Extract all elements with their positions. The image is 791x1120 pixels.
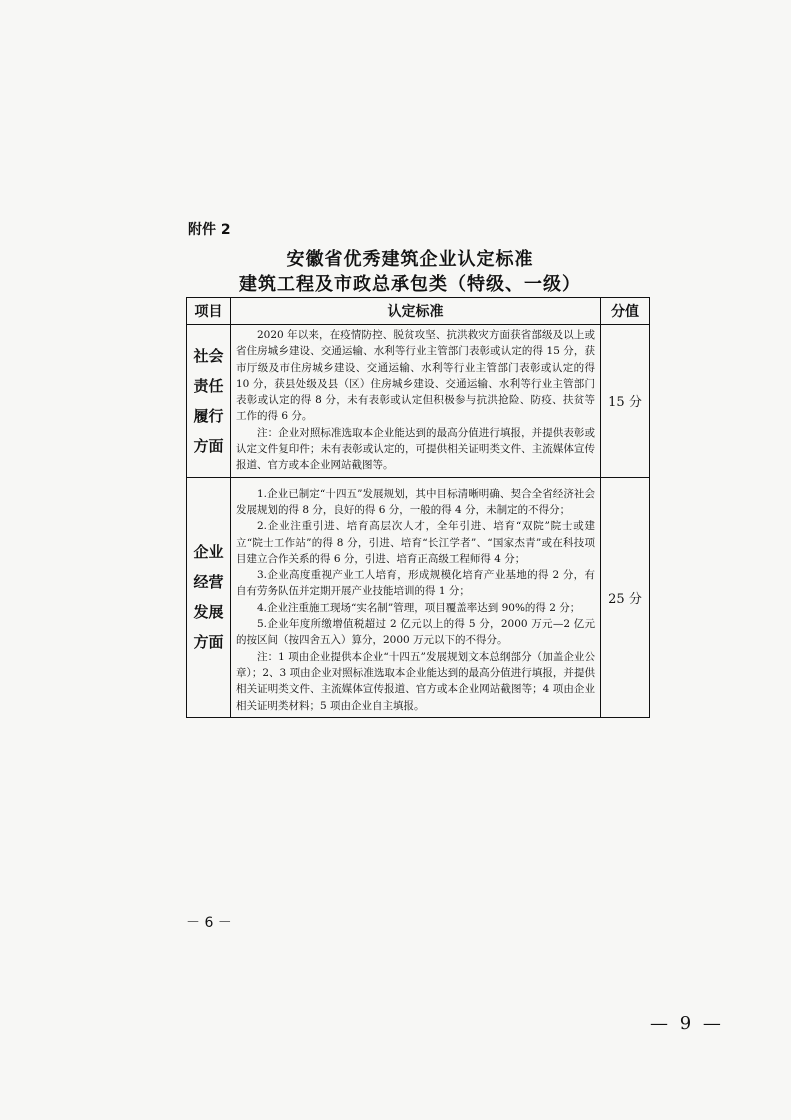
item-char: 责任 [193,376,224,395]
table-header-row [187,298,650,325]
item-char: 方面 [193,436,224,455]
row-criteria [231,325,601,478]
item-char: 企业 [193,543,224,562]
row-item-label [187,477,231,717]
criteria-note: 注：企业对照标准选取本企业能达到的最高分值进行填报，并提供表彰或认定文件复印件；未有表彰或认定的，可提供相关证明类文件、主流媒体宣传报道、官方或本企业网站截图等。 [236,426,595,472]
item-char: 履行 [193,406,224,425]
criteria-table [186,297,650,718]
document-title: 安徽省优秀建筑企业认定标准 [286,249,534,270]
header-criteria: 认定标准 [231,298,601,325]
header-score: 分值 [601,298,650,325]
row-score: 15 分 [601,325,650,478]
item-char: 方面 [193,633,224,652]
table-row [187,325,650,478]
item-char: 社会 [193,346,224,365]
criteria-paragraph: 1.企业已制定“十四五”发展规划，其中目标清晰明确、契合全省经济社会发展规划的得 8 分，良好的得 6 分，一般的得 4 分，未制定的不得分； [236,487,595,516]
item-char: 经营 [193,573,224,592]
criteria-paragraph: 2020 年以来，在疫情防控、脱贫攻坚、抗洪救灾方面获省部级及以上或省住房城乡建设、交通运输、水利等行业主管部门表彰或认定的得 15 分，获市厅级及市住房城乡建设、交通运输、水利等行业主管部门表彰或认定的得 10 分，获县处级及县（区）住房城乡建设、交通运输、水利等行业主管部门表彰或认定的得 8 分，未有表彰或认定但积极参与抗洪抢险、防疫、扶贫等工作的得 6 分。 [236,329,595,423]
outer-page-number: — 9 — [650,1013,724,1034]
criteria-paragraph: 4.企业注重施工现场“实名制”管理，项目覆盖率达到 90%的得 2 分； [257,601,581,614]
criteria-note: 注：1 项由企业提供本企业“十四五”发展规划文本总纲部分（加盖企业公章）；2、3 项由企业对照标准选取本企业能达到的最高分值进行填报，并提供相关证明类文件、主流媒体宣传报道、官方或本企业网站截图等；4 项由企业相关证明类材料；5 项由企业自主填报。 [236,650,595,712]
row-score: 25 分 [601,477,650,717]
criteria-paragraph: 2.企业注重引进、培育高层次人才，全年引进、培育“双院”院士或建立“院士工作站”的得 8 分，引进、培育“长江学者”、“国家杰青”或在科技项目建立合作关系的得 6 分，引进、培育正高级工程师得 4 分； [236,520,595,565]
document-subtitle: 建筑工程及市政总承包类（特级、一级） [239,274,581,295]
inner-page-number: － 6 － [186,915,232,931]
header-item: 项目 [187,298,231,325]
row-item-label [187,325,231,478]
criteria-paragraph: 5.企业年度所缴增值税超过 2 亿元以上的得 5 分，2000 万元—2 亿元的按区间（按四舍五入）算分，2000 万元以下的不得分。 [236,618,595,647]
row-criteria [231,477,601,717]
item-char: 发展 [193,603,224,622]
criteria-paragraph: 3.企业高度重视产业工人培育，形成规模化培育产业基地的得 2 分，有自有劳务队伍并定期开展产业技能培训的得 1 分； [236,569,595,598]
attachment-label: 附件 2 [188,222,231,238]
table-row [187,477,650,717]
